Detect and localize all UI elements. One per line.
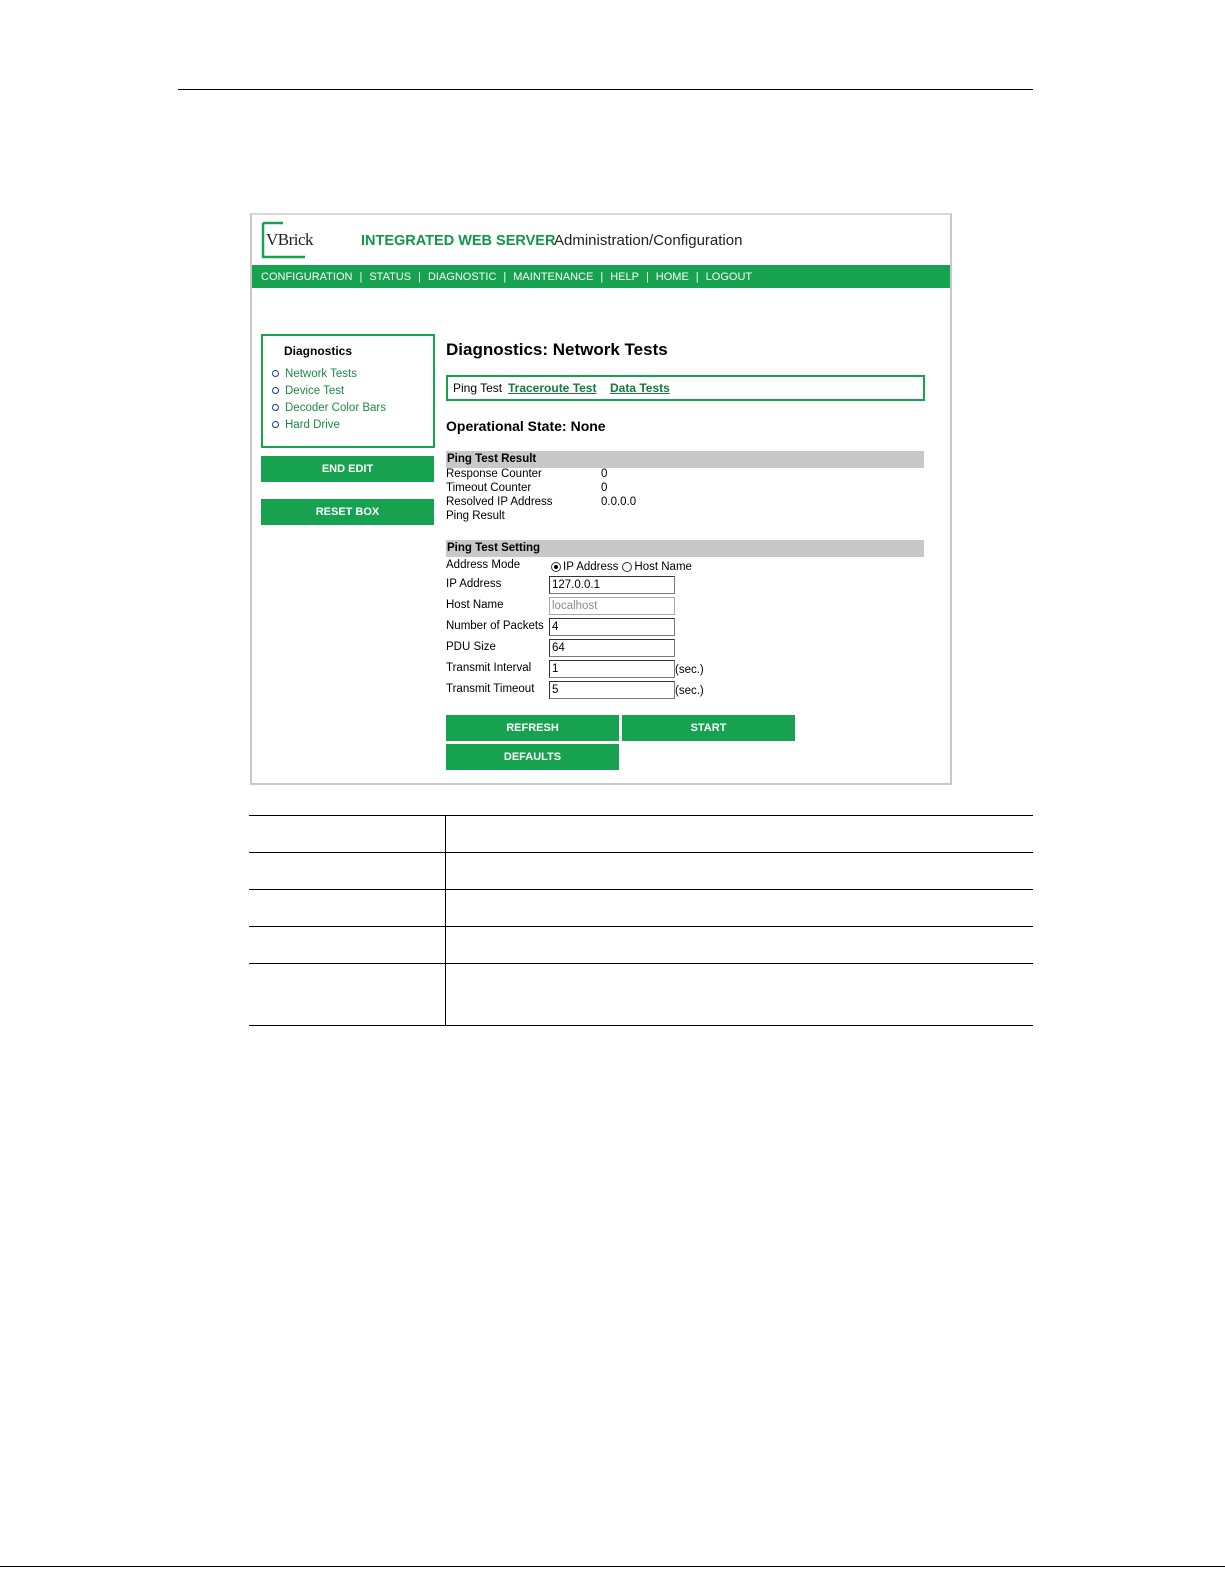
timeout-counter-value: 0 [601,482,608,494]
doc-table [249,815,1033,1026]
nav-maintenance[interactable]: MAINTENANCE [513,271,594,283]
bullet-icon [272,370,279,377]
sidebar-item-network-tests[interactable] [272,365,386,382]
table-row [249,852,1033,889]
table-row [249,926,1033,963]
tab-data-tests[interactable]: Data Tests [610,381,670,395]
address-mode-label: Address Mode [446,559,521,571]
table-cell [446,816,1033,852]
response-counter-value: 0 [601,468,608,480]
tab-ping-test[interactable]: Ping Test [453,381,503,395]
radio-ip-address[interactable] [551,562,561,572]
page-top-rule [178,89,1033,90]
brand-title: INTEGRATED WEB SERVER [361,233,556,249]
nav-logout[interactable]: LOGOUT [705,271,753,283]
nav-separator: | [418,271,421,283]
test-tabs [446,375,925,401]
operational-state-label: Operational State: [446,418,567,434]
packets-label: Number of Packets [446,620,544,632]
nav-separator: | [600,271,604,283]
timeout-unit: (sec.) [675,685,704,697]
sidebar-item-decoder-color-bars[interactable] [272,399,386,416]
interval-unit: (sec.) [675,664,704,676]
reset-box-button[interactable]: RESET BOX [261,499,434,525]
operational-state [446,418,606,434]
nav-diagnostic[interactable]: DIAGNOSTIC [427,271,497,283]
table-cell [249,890,446,926]
nav-help[interactable]: HELP [610,271,639,283]
nav-separator: | [695,271,699,283]
timeout-counter-label: Timeout Counter [446,482,532,494]
section-title: Ping Test Setting [447,542,541,554]
nav-status[interactable]: STATUS [369,271,412,283]
sidebar-item-label: Hard Drive [285,418,340,431]
transmit-interval-input[interactable]: 1 [549,660,675,678]
table-cell [446,927,1033,963]
web-ui-screenshot [250,213,952,785]
radio-host-name[interactable] [622,562,632,572]
ping-result-label: Ping Result [446,510,505,522]
table-row [249,889,1033,926]
ping-result-header [446,451,924,468]
response-counter-label: Response Counter [446,468,542,480]
end-edit-button[interactable]: END EDIT [261,456,434,482]
table-cell [249,964,446,1025]
table-cell [446,853,1033,889]
transmit-timeout-input[interactable]: 5 [549,681,675,699]
pdu-size-input[interactable]: 64 [549,639,675,657]
ip-address-input[interactable]: 127.0.0.1 [549,576,675,594]
resolved-ip-label: Resolved IP Address [446,496,553,508]
brand-subtitle: Administration/Configuration [554,232,743,249]
sidebar-item-device-test[interactable] [272,382,386,399]
table-row [249,963,1033,1026]
sidebar-diagnostics [261,334,435,448]
table-row [249,815,1033,852]
sidebar-item-label: Decoder Color Bars [285,401,386,414]
table-cell [249,816,446,852]
bullet-icon [272,387,279,394]
radio-host-name-label: Host Name [634,561,692,573]
host-name-input[interactable]: localhost [549,597,675,615]
page-bottom-rule [0,1566,1225,1567]
logo-text: VBrick [266,230,314,249]
sidebar-item-label: Network Tests [285,367,358,380]
page-title: Diagnostics: Network Tests [446,340,668,359]
nav-separator: | [645,271,649,283]
radio-ip-address-label: IP Address [563,561,619,573]
nav-home[interactable]: HOME [655,271,689,283]
refresh-button[interactable]: REFRESH [446,715,619,741]
bullet-icon [272,404,279,411]
transmit-timeout-label: Transmit Timeout [446,683,535,695]
sidebar-title: Diagnostics [284,344,353,358]
table-cell [249,853,446,889]
pdu-size-label: PDU Size [446,641,496,653]
address-mode-radios [551,561,692,573]
table-cell [446,964,1033,1025]
section-title: Ping Test Result [447,453,537,465]
resolved-ip-value: 0.0.0.0 [601,496,637,508]
nav-separator: | [503,271,507,283]
table-cell [446,890,1033,926]
ping-setting-header [446,540,924,557]
ip-address-label: IP Address [446,578,502,590]
operational-state-value: None [570,418,606,434]
top-nav [252,265,950,288]
nav-separator: | [359,271,363,283]
start-button[interactable]: START [622,715,795,741]
tab-traceroute-test[interactable]: Traceroute Test [508,381,597,395]
nav-configuration[interactable]: CONFIGURATION [261,271,353,283]
packets-input[interactable]: 4 [549,618,675,636]
host-name-label: Host Name [446,599,504,611]
bullet-icon [272,421,279,428]
defaults-button[interactable]: DEFAULTS [446,744,619,770]
table-cell [249,927,446,963]
app-header [252,215,950,265]
sidebar-item-label: Device Test [285,384,345,397]
transmit-interval-label: Transmit Interval [446,662,532,674]
sidebar-item-hard-drive[interactable] [272,416,386,433]
sidebar-links [272,365,386,433]
